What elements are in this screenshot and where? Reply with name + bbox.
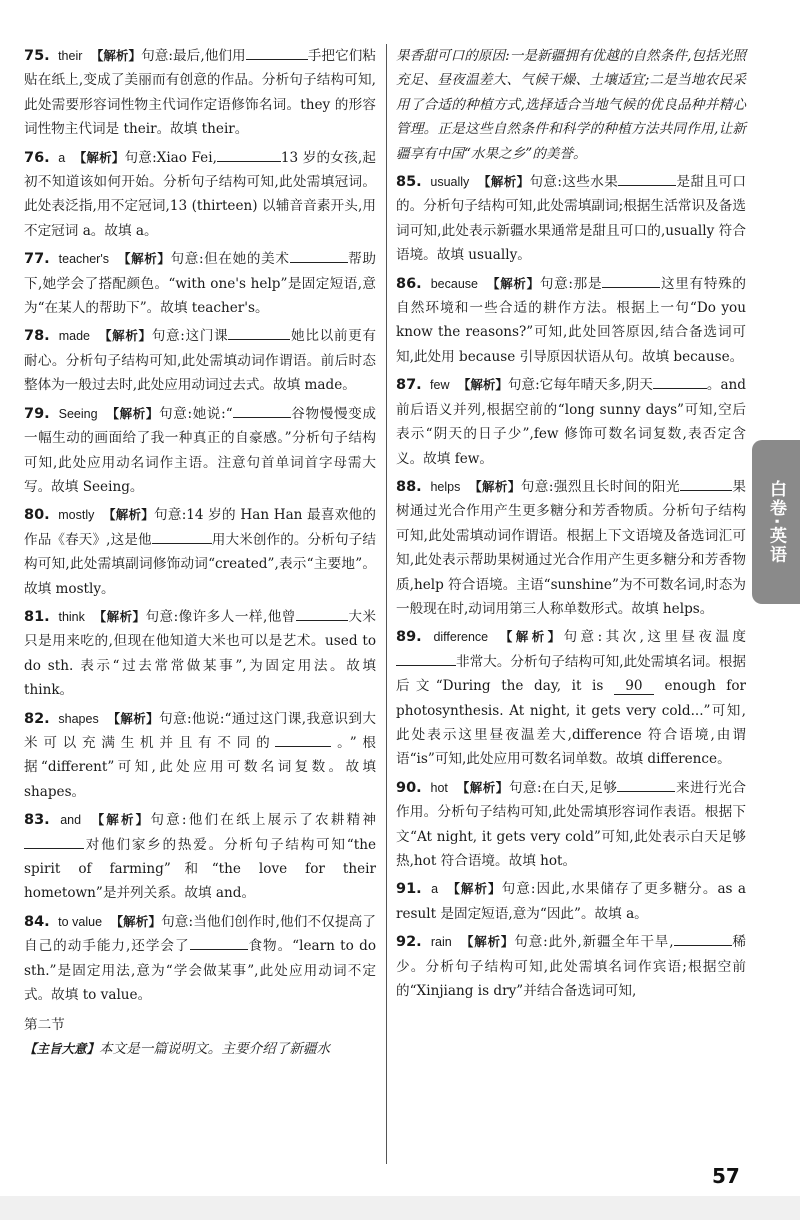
- answer-blank: [680, 476, 732, 491]
- explanation-text: 句意:14 岁的 Han Han 最喜欢他的作品《春天》,这是他: [24, 507, 376, 548]
- item-number: 79.: [24, 405, 50, 422]
- explanation-text: 句意:但在她的美术: [170, 251, 290, 268]
- answer-blank: [217, 147, 281, 162]
- explanation-75: [24, 44, 376, 142]
- explanation-84: [24, 910, 376, 1008]
- explanation-text: 句意:这门课: [151, 328, 229, 345]
- explanation-text: 。and 前后语义并列,根据空前的“long sunny days”可知,空后表示“阴天的日子少”,few 修饰可数名词复数,表否定含义。故填 few。: [396, 377, 747, 467]
- answer-blank: [653, 374, 707, 389]
- answer-blank: [233, 403, 291, 418]
- explanation-text: 帮助下,她学会了搭配颜色。“with one's help”是固定短语,意为“在某人的帮助下”。故填 teacher's。: [24, 251, 377, 317]
- explanation-text: 句意:最后,他们用: [141, 48, 246, 64]
- item-number: 87.: [396, 377, 422, 394]
- explanation-text: 句意:那是: [539, 275, 603, 292]
- analysis-tag: 【解析】: [456, 779, 509, 795]
- explanation-76: [24, 146, 376, 244]
- section-title: 第二节: [24, 1017, 65, 1034]
- numbered-blank: 90: [614, 678, 654, 695]
- explanation-80: [24, 503, 376, 601]
- explanation-text: 句意:强烈且长时间的阳光: [520, 478, 680, 495]
- analysis-tag: 【解析】: [106, 405, 160, 421]
- answer-word: teacher's: [58, 252, 109, 267]
- explanation-text: 大米只是用来吃的,但现在他知道大米也可以是艺术。used to do sth. 表示“过去常常做某事”,为固定用法。故填 think。: [24, 608, 376, 699]
- answer-word: think: [58, 609, 85, 624]
- subject-side-tab: 白卷·英语: [752, 440, 800, 604]
- answer-blank: [618, 171, 676, 186]
- page-number: 57: [712, 1164, 740, 1188]
- explanation-text: 句意:像许多人一样,他曾: [145, 608, 296, 625]
- answer-word: rain: [430, 935, 452, 950]
- explanation-text: 句意:她说:“: [159, 405, 233, 422]
- analysis-tag: 【解析】: [91, 812, 151, 828]
- explanation-text: 这里有特殊的自然环境和一些合适的耕作方法。根据上一句“Do you know the reasons?”可知,此处回答原因,结合备选词可知,此处用 because 引导原因状语从句。故填 because。: [396, 275, 747, 365]
- explanation-87: [396, 373, 746, 471]
- explanation-88: [396, 475, 746, 621]
- left-column: [24, 44, 376, 1062]
- answer-blank: [296, 606, 348, 621]
- explanation-text: 她比以前更有耐心。分析句子结构可知,此处需填动词作谓语。前后时态整体为一般过去时,此处应用动词过去式。故填 made。: [24, 328, 377, 394]
- answer-word: few: [430, 378, 450, 393]
- item-number: 86.: [396, 275, 422, 292]
- explanation-text: 是甜且可口的。分析句子结构可知,此处需填副词;根据生活常识及备选词可知,此处表示新疆水果通常是甜且可口的,usually 符合语境。故填 usually。: [396, 174, 746, 264]
- answer-word: helps: [430, 479, 461, 494]
- explanation-79: [24, 402, 376, 500]
- analysis-tag: 【解析】: [499, 629, 564, 645]
- answer-word: mostly: [58, 508, 95, 523]
- explanation-text: 谷物慢慢变成一幅生动的画面给了我一种真正的自豪感。”分析句子结构可知,此处应用动名词作主语。注意句首单词首字母需大写。故填 Seeing。: [24, 405, 376, 495]
- item-number: 84.: [24, 913, 50, 930]
- answer-blank: [275, 732, 331, 747]
- answer-word: Seeing: [58, 406, 98, 421]
- explanation-text: 句意:当他们创作时,他们不仅提高了自己的动手能力,还学会了: [24, 913, 377, 955]
- explanation-86: [396, 272, 746, 370]
- explanation-text: 句意:因此,水果储存了更多糖分。as a result 是固定短语,意为“因此”。故填 a。: [396, 881, 746, 922]
- analysis-tag: 【解析】: [469, 478, 521, 494]
- bottom-margin: [0, 1196, 800, 1220]
- answer-blank: [246, 45, 308, 60]
- explanation-text: 。”根据“different”可知,此处应用可数名词复数。故填 shapes。: [24, 734, 376, 800]
- answer-word: usually: [430, 175, 470, 190]
- answer-blank: [396, 651, 456, 666]
- explanation-text: 用大米创作的。分析句子结构可知,此处需填副词修饰动词“created”,表示“主要地”。故填 mostly。: [24, 531, 376, 597]
- main-idea-summary: [24, 1037, 376, 1061]
- analysis-tag: 【解析】: [487, 275, 540, 291]
- main-idea-continued: 果香甜可口的原因:一是新疆拥有优越的自然条件,包括光照充足、昼夜温差大、气候干燥、土壤适宜;二是当地农民采用了合适的种植方式,选择适合当地气候的优良品种并精心管理。正是这些自然条件和科学的种植方法共同作用,让新疆享有中国“水果之乡”的美誉。: [396, 48, 746, 162]
- explanation-text: 稀少。分析句子结构可知,此处需填名词作宾语;根据空前的“Xinjiang is dry”并结合备选词可知,: [396, 934, 746, 1000]
- explanation-text: 句意:Xiao Fei,: [124, 149, 217, 166]
- item-number: 78.: [24, 328, 50, 345]
- item-number: 77.: [24, 251, 50, 268]
- main-idea-text: 本文是一篇说明文。主要介绍了新疆水: [99, 1041, 331, 1058]
- item-number: 92.: [396, 934, 422, 951]
- answer-blank: [152, 529, 212, 544]
- explanation-text: 食物。“learn to do sth.”是固定用法,意为“学会做某事”,此处应用动词不定式。故填 to value。: [24, 938, 376, 1004]
- analysis-tag: 【解析】: [477, 174, 530, 190]
- answer-blank: [290, 248, 348, 263]
- answer-word: because: [430, 276, 478, 291]
- answer-blank: [602, 273, 660, 288]
- explanation-89: [396, 625, 746, 771]
- answer-word: shapes: [58, 711, 99, 726]
- analysis-tag: 【解析】: [460, 934, 515, 950]
- answer-word: to value: [58, 914, 103, 929]
- explanation-text: 来进行光合作用。分析句子结构可知,此处需填形容词作表语。根据下文“At night, it gets very cold”可知,此处表示白天足够热,hot 符合语境。故填 hot。: [396, 779, 746, 869]
- explanation-78: [24, 324, 376, 397]
- explanation-text: 句意:其次,这里昼夜温度: [563, 629, 746, 646]
- main-idea-tag: 【主旨大意】: [24, 1041, 100, 1057]
- explanation-81: [24, 605, 376, 703]
- answer-word: a: [431, 882, 439, 897]
- item-number: 80.: [24, 507, 50, 524]
- explanation-text: 句意:他们在纸上展示了农耕精神: [150, 812, 376, 829]
- item-number: 91.: [396, 881, 422, 898]
- explanation-text: 句意:在白天,足够: [508, 779, 618, 796]
- item-number: 90.: [396, 779, 422, 796]
- explanation-91: [396, 877, 746, 926]
- right-column: [396, 44, 746, 1007]
- answer-word: made: [58, 329, 90, 344]
- explanation-83: [24, 808, 376, 906]
- item-number: 85.: [396, 174, 422, 191]
- answer-word: a: [58, 150, 66, 165]
- analysis-tag: 【解析】: [90, 48, 142, 63]
- explanation-90: [396, 776, 746, 874]
- answer-word: hot: [430, 780, 448, 795]
- analysis-tag: 【解析】: [117, 251, 171, 267]
- item-number: 82.: [24, 710, 50, 727]
- column-divider: [386, 44, 387, 1164]
- answer-blank: [228, 325, 290, 340]
- explanation-77: [24, 247, 376, 320]
- answer-blank: [674, 931, 732, 946]
- item-number: 76.: [24, 149, 50, 166]
- answer-word: and: [60, 813, 82, 828]
- answer-word: their: [58, 49, 83, 63]
- explanation-text: 句意:此外,新疆全年干旱,: [514, 934, 674, 951]
- item-number: 81.: [24, 608, 50, 625]
- explanation-85: [396, 170, 746, 268]
- explanation-text: 句意:它每年晴天多,阴天: [507, 377, 653, 394]
- answer-word: difference: [433, 630, 489, 645]
- item-number: 75.: [24, 48, 50, 64]
- explanation-text: 13 岁的女孩,起初不知道该如何开始。分析句子结构可知,此处需填冠词。此处表泛指,用不定冠词,13 (thirteen) 以辅音音素开头,用不定冠词 a。故填 a。: [24, 149, 376, 239]
- item-number: 89.: [396, 629, 422, 646]
- analysis-tag: 【解析】: [110, 913, 162, 929]
- explanation-text: 句意:他说:“通过这门课,我意识到大米可以充满生机并且有不同的: [24, 710, 376, 751]
- explanation-92: [396, 930, 746, 1003]
- analysis-tag: 【解析】: [447, 881, 502, 897]
- answer-blank: [190, 935, 248, 950]
- explanation-82: [24, 707, 376, 805]
- explanation-text: 对他们家乡的热爱。分析句子结构可知“the spirit of farming”和“the love for their hometown”是并列关系。故填 and。: [24, 836, 376, 902]
- explanation-text: 手把它们粘贴在纸上,变成了美丽而有创意的作品。分析句子结构可知,此处需要形容词性物主代词作定语修饰名词。they 的形容词性物主代词是 their。故填 their。: [24, 48, 376, 138]
- explanation-text: 果树通过光合作用产生更多糖分和芳香物质。分析句子结构可知,此处需填动词作谓语。根据上下文语境及备选词汇可知,此处表示帮助果树通过光合作用产生更多糖分和芳香物质,help 符合语境。主语“sunshine”为不可数名词,时态为一般现在时,动词用第三人称单数形式。故填 helps。: [396, 478, 746, 617]
- explanation-text: enough for photosynthesis. At night, it gets very cold...”可知,此处表示这里昼夜温差大,difference 符合语境,由谓语“is”可知,此处应用可数名词单数。故填 difference。: [396, 678, 747, 768]
- analysis-tag: 【解析】: [73, 149, 125, 165]
- answer-blank: [24, 834, 84, 849]
- analysis-tag: 【解析】: [457, 377, 508, 393]
- analysis-tag: 【解析】: [99, 328, 152, 344]
- item-number: 88.: [396, 478, 422, 495]
- analysis-tag: 【解析】: [107, 710, 159, 726]
- answer-blank: [617, 777, 675, 792]
- analysis-tag: 【解析】: [93, 608, 146, 624]
- explanation-text: 句意:这些水果: [529, 174, 619, 191]
- explanation-text: 非常大。分析句子结构可知,此处需填名词。根据后文“During the day, it is: [396, 653, 746, 695]
- item-number: 83.: [24, 812, 50, 829]
- analysis-tag: 【解析】: [102, 507, 154, 523]
